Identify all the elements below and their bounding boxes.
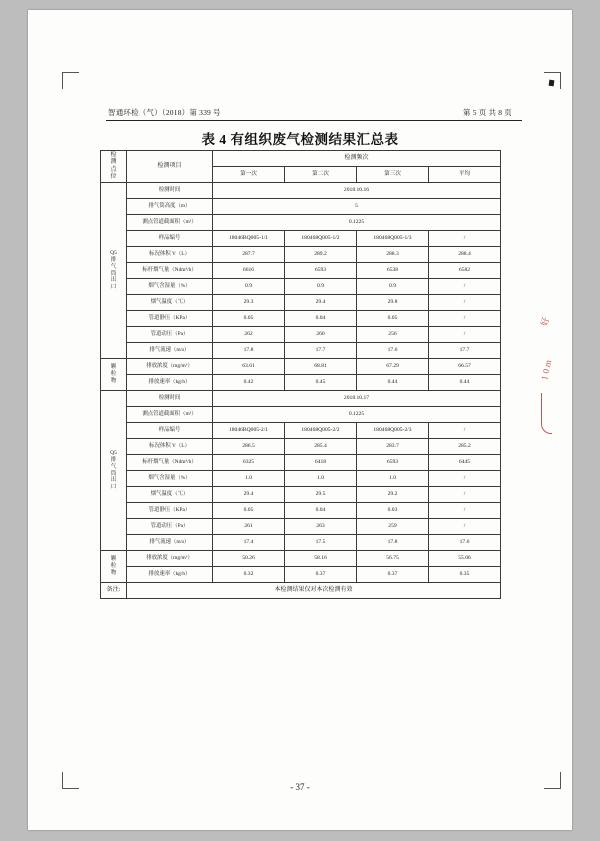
row-value: 0.37 <box>357 567 429 583</box>
ink-smudge <box>549 80 555 87</box>
row-value: 6445 <box>429 455 501 471</box>
table-row <box>101 311 501 327</box>
block-point-cell-1 <box>101 183 127 359</box>
table-row <box>101 455 501 471</box>
row-value: 63.61 <box>213 359 285 375</box>
row-value: 289.2 <box>285 247 357 263</box>
row-value: 56.75 <box>357 551 429 567</box>
row-value: / <box>429 487 501 503</box>
row-label: 烟气温度（℃） <box>127 487 213 503</box>
row-label: 管道动压（Pa） <box>127 519 213 535</box>
table-row <box>101 567 501 583</box>
row-value: 17.7 <box>285 343 357 359</box>
row-value: / <box>429 519 501 535</box>
row-value: 287.7 <box>213 247 285 263</box>
header-time-3: 第三次 <box>357 167 429 183</box>
header-point-cell <box>101 151 127 183</box>
header-point-label: 检测点位 <box>110 151 117 180</box>
row-label: 标况体积 V（L） <box>127 247 213 263</box>
row-value: 29.4 <box>213 487 285 503</box>
row-value: / <box>429 231 501 247</box>
header-rule <box>106 120 522 121</box>
row-value: 0.9 <box>213 279 285 295</box>
table-row <box>101 471 501 487</box>
row-label: 排放速率（kg/h） <box>127 567 213 583</box>
table-row <box>101 375 501 391</box>
row-value: 29.4 <box>285 295 357 311</box>
row-value: 50.26 <box>213 551 285 567</box>
row-value: 0.42 <box>213 375 285 391</box>
block-point-label-2: Q5 排气筒出口 <box>110 449 117 491</box>
row-value: 0.04 <box>285 503 357 519</box>
block-point-label-1: Q5 排气筒出口 <box>110 249 117 291</box>
row-value: 58.16 <box>285 551 357 567</box>
row-value: 17.5 <box>285 535 357 551</box>
row-value: 0.44 <box>357 375 429 391</box>
table-row <box>101 535 501 551</box>
row-merged-value: 0.1225 <box>213 215 501 231</box>
remark-label: 备注: <box>101 583 127 599</box>
header-average: 平均 <box>429 167 501 183</box>
row-value: 0.45 <box>285 375 357 391</box>
row-value: 0.03 <box>357 503 429 519</box>
block-pollutant-label-1: 颗粒物 <box>110 364 117 384</box>
document-page <box>28 10 572 830</box>
row-value: / <box>429 295 501 311</box>
table-row <box>101 263 501 279</box>
row-value: 6593 <box>285 263 357 279</box>
row-value: 0.05 <box>357 311 429 327</box>
header-time-2: 第二次 <box>285 167 357 183</box>
row-merged-value: 2018.10.17 <box>213 391 501 407</box>
row-value: 285.2 <box>429 439 501 455</box>
row-value: 0.9 <box>285 279 357 295</box>
row-value: 17.6 <box>357 343 429 359</box>
row-value: 180468Q005-1/3 <box>357 231 429 247</box>
remark-text: 本检测结果仅对本次检测有效 <box>127 583 501 599</box>
header-item-cell: 检测项目 <box>127 151 213 183</box>
row-value: 18046BQ005-1/1 <box>213 231 285 247</box>
row-value: 17.8 <box>213 343 285 359</box>
row-label: 管道静压（KPa） <box>127 503 213 519</box>
row-label: 排气流速（m/s） <box>127 343 213 359</box>
row-label: 排气流速（m/s） <box>127 535 213 551</box>
row-value: 55.06 <box>429 551 501 567</box>
table-row <box>101 439 501 455</box>
row-value: 259 <box>357 519 429 535</box>
row-label: 烟气温度（℃） <box>127 295 213 311</box>
table-row <box>101 295 501 311</box>
row-value: / <box>429 471 501 487</box>
row-label: 管道静压（KPa） <box>127 311 213 327</box>
row-label: 烟气含湿量（%） <box>127 471 213 487</box>
row-label: 检测时间 <box>127 391 213 407</box>
row-merged-value: 2018.10.16 <box>213 183 501 199</box>
row-merged-value: 5 <box>213 199 501 215</box>
row-label: 标杆烟气量（Ndm³/h） <box>127 263 213 279</box>
row-label: 测点管道截面积（m²） <box>127 407 213 423</box>
table-row <box>101 327 501 343</box>
row-value: 261 <box>213 519 285 535</box>
table-row <box>101 519 501 535</box>
row-value: 29.2 <box>357 487 429 503</box>
row-value: 6582 <box>429 263 501 279</box>
crop-mark-top-left <box>62 72 79 89</box>
table-row <box>101 407 501 423</box>
row-label: 排气筒高度（m） <box>127 199 213 215</box>
row-value: 0.37 <box>285 567 357 583</box>
row-value: 263 <box>285 519 357 535</box>
table-header-row <box>101 151 501 167</box>
row-value: 6616 <box>213 263 285 279</box>
remark-row <box>101 583 501 599</box>
header-page-count: 第 5 页 共 8 页 <box>462 108 512 117</box>
table-row <box>101 247 501 263</box>
row-label: 样品编号 <box>127 423 213 439</box>
row-value: 0.32 <box>213 567 285 583</box>
row-value: 6418 <box>285 455 357 471</box>
table-row <box>101 359 501 375</box>
row-value: 256 <box>357 327 429 343</box>
table-row <box>101 231 501 247</box>
row-value: 285.4 <box>285 439 357 455</box>
table-row <box>101 423 501 439</box>
row-value: 1.0 <box>357 471 429 487</box>
row-value: 1.0 <box>213 471 285 487</box>
header-report-number: 智通环检（气）（2018）第 339 号 <box>108 108 221 117</box>
row-value: 67.29 <box>357 359 429 375</box>
row-value: 68.81 <box>285 359 357 375</box>
row-value: 6538 <box>357 263 429 279</box>
row-value: 29.8 <box>357 295 429 311</box>
row-value: 0.05 <box>213 311 285 327</box>
row-label: 排放速率（kg/h） <box>127 375 213 391</box>
row-value: 288.3 <box>357 247 429 263</box>
table-row <box>101 391 501 407</box>
row-value: 180468Q005-2/2 <box>285 423 357 439</box>
block-pollutant-label-2: 颗粒物 <box>110 556 117 576</box>
row-label: 烟气含湿量（%） <box>127 279 213 295</box>
row-value: 0.04 <box>285 311 357 327</box>
row-value: 0.44 <box>429 375 501 391</box>
row-value: 260 <box>285 327 357 343</box>
handwritten-annotation-1: 好 <box>538 315 551 328</box>
page-header <box>108 107 512 118</box>
row-value: 180468Q005-2/3 <box>357 423 429 439</box>
row-value: / <box>429 279 501 295</box>
row-value: 0.05 <box>213 503 285 519</box>
table-row <box>101 183 501 199</box>
row-value: 66.57 <box>429 359 501 375</box>
row-value: / <box>429 327 501 343</box>
row-value: 17.8 <box>357 535 429 551</box>
row-label: 测点管道截面积（m²） <box>127 215 213 231</box>
row-value: 283.7 <box>357 439 429 455</box>
page-title: 表 4 有组织废气检测结果汇总表 <box>201 132 399 147</box>
header-times-group: 检测频次 <box>213 151 501 167</box>
page-footer: - 37 - <box>290 782 310 792</box>
row-value: 180468Q005-1/2 <box>285 231 357 247</box>
row-value: 17.6 <box>429 535 501 551</box>
block-pollutant-cell-2 <box>101 551 127 583</box>
header-time-1: 第一次 <box>213 167 285 183</box>
row-label: 排放浓度（mg/m³） <box>127 551 213 567</box>
row-value: / <box>429 503 501 519</box>
row-label: 管道动压（Pa） <box>127 327 213 343</box>
row-value: 262 <box>213 327 285 343</box>
row-value: 1.0 <box>285 471 357 487</box>
row-value: 0.9 <box>357 279 429 295</box>
row-value: 18046BQ005-2/1 <box>213 423 285 439</box>
row-label: 样品编号 <box>127 231 213 247</box>
results-table <box>100 150 501 599</box>
handwritten-annotation-2: 1 0 m <box>539 358 554 382</box>
row-value: / <box>429 423 501 439</box>
row-value: 6325 <box>213 455 285 471</box>
row-value: 29.3 <box>213 295 285 311</box>
table-row <box>101 503 501 519</box>
table-row <box>101 199 501 215</box>
block-pollutant-cell-1 <box>101 359 127 391</box>
table-row <box>101 343 501 359</box>
row-label: 标况体积 V（L） <box>127 439 213 455</box>
row-label: 检测时间 <box>127 183 213 199</box>
row-value: 0.35 <box>429 567 501 583</box>
row-value: 17.7 <box>429 343 501 359</box>
block-point-cell-2 <box>101 391 127 551</box>
table-row <box>101 279 501 295</box>
table-row <box>101 487 501 503</box>
row-label: 排放浓度（mg/m³） <box>127 359 213 375</box>
table-row <box>101 215 501 231</box>
row-merged-value: 0.1225 <box>213 407 501 423</box>
table-row <box>101 551 501 567</box>
row-value: 286.5 <box>213 439 285 455</box>
handwritten-stroke <box>541 393 552 434</box>
row-value: 288.4 <box>429 247 501 263</box>
row-value: / <box>429 311 501 327</box>
row-label: 标杆烟气量（Ndm³/h） <box>127 455 213 471</box>
row-value: 6593 <box>357 455 429 471</box>
row-value: 17.4 <box>213 535 285 551</box>
row-value: 29.5 <box>285 487 357 503</box>
